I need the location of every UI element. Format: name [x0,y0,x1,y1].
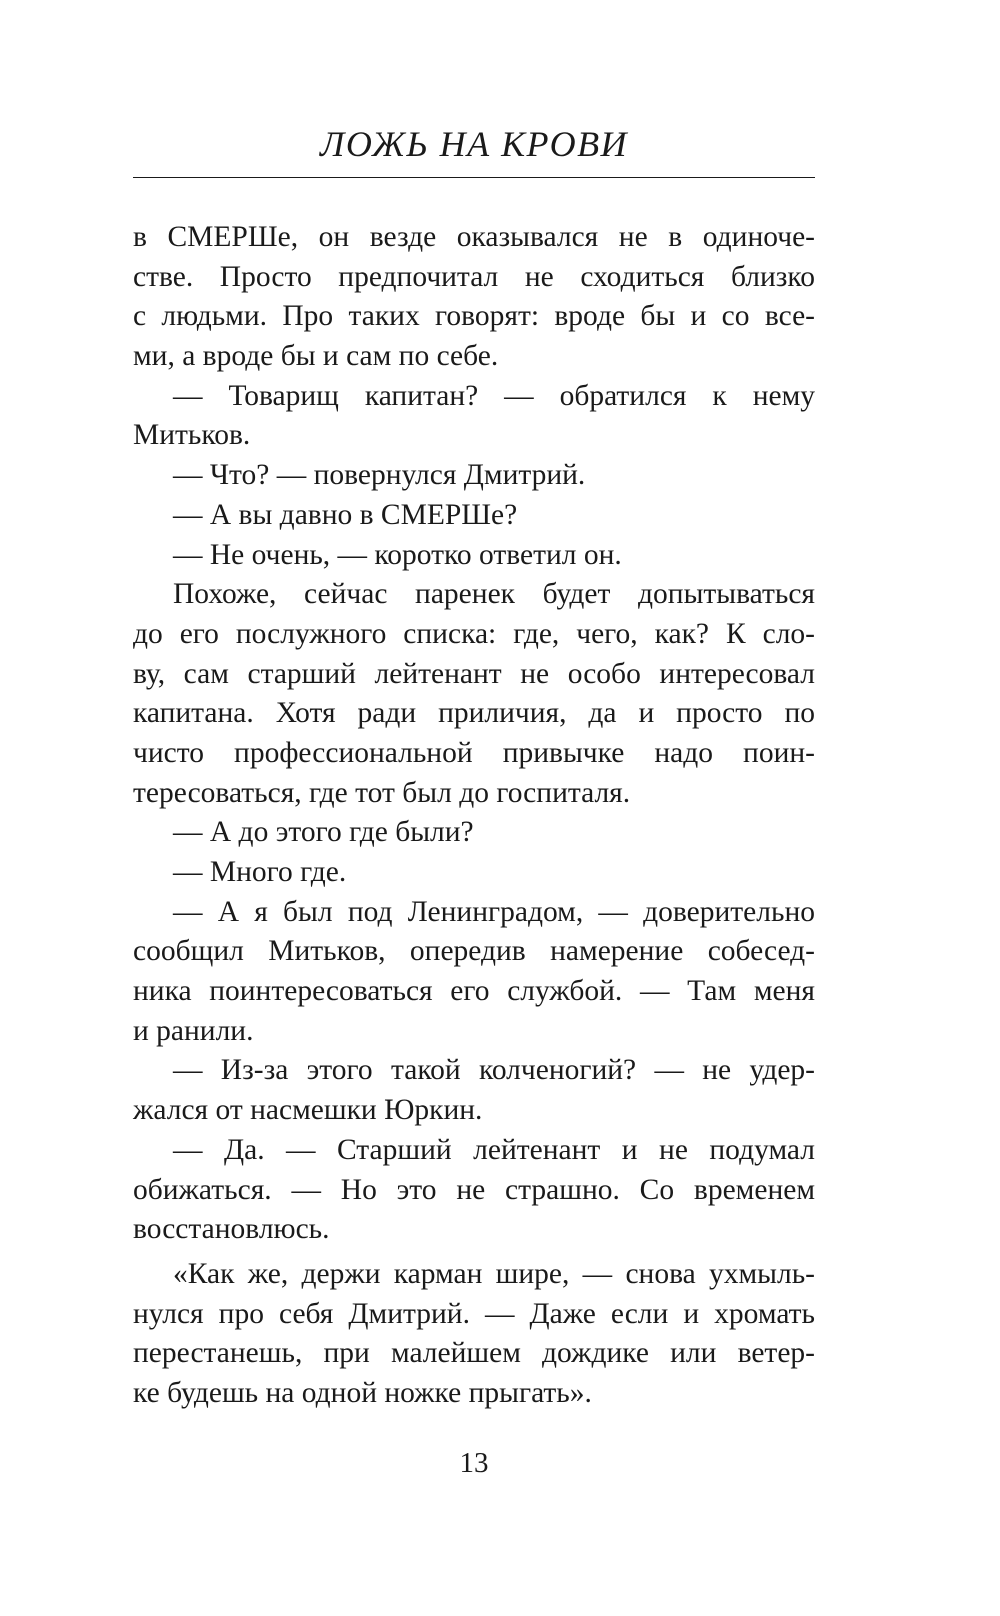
text-line: — А до этого где были? [173,816,474,849]
text-line: — А я был под Ленинградом, — доверительно [173,895,815,928]
text-line: стве. Просто предпочитал не сходиться близко [133,260,815,293]
text-line: до его послужного списка: где, чего, как? К сло- [133,617,815,650]
text-line: сообщил Митьков, опередив намерение собесед- [133,935,815,968]
text-line: ву, сам старший лейтенант не особо интересовал [133,657,815,690]
text-line: перестанешь, при малейшем дождике или ветер- [133,1337,815,1370]
text-line: Похоже, сейчас паренек будет допытываться [173,578,815,611]
text-line: — Что? — повернулся Дмитрий. [173,459,586,492]
text-line: ке будешь на одной ножке прыгать». [133,1376,592,1409]
page-number: 13 [459,1447,489,1479]
running-title: ЛОЖЬ НА КРОВИ [319,124,629,164]
text-line: «Как же, держи карман шире, — снова ухмыль- [173,1257,815,1290]
text-line: ника поинтересоваться его службой. — Там меня [133,975,815,1008]
text-line: жался от насмешки Юркин. [133,1094,483,1127]
text-line: тересоваться, где тот был до госпиталя. [133,776,631,809]
text-line: и ранили. [133,1014,254,1047]
text-line: в СМЕРШе, он везде оказывался не в одиноче- [133,221,815,253]
text-line: капитана. Хотя ради приличия, да и просто по [133,697,815,730]
text-line: — А вы давно в СМЕРШе? [173,498,518,531]
text-line: восстановлюсь. [133,1213,330,1246]
text-line: чисто профессиональной привычке надо поин- [133,736,815,769]
text-line: — Да. — Старший лейтенант и не подумал [173,1133,815,1166]
body-text [133,218,815,1414]
text-line: нулся про себя Дмитрий. — Даже если и хромать [133,1297,815,1330]
text-line: обижаться. — Но это не страшно. Со временем [133,1173,815,1206]
text-line: — Из-за этого такой колченогий? — не удер- [173,1054,815,1087]
text-line: ми, а вроде бы и сам по себе. [133,340,499,373]
text-line: — Товарищ капитан? — обратился к нему [173,379,815,412]
text-line: с людьми. Про таких говорят: вроде бы и со все- [133,300,815,333]
text-line: — Не очень, — коротко ответил он. [173,538,622,571]
header-rule [133,177,815,178]
text-line: Митьков. [133,419,251,452]
text-line: — Много где. [173,856,347,888]
